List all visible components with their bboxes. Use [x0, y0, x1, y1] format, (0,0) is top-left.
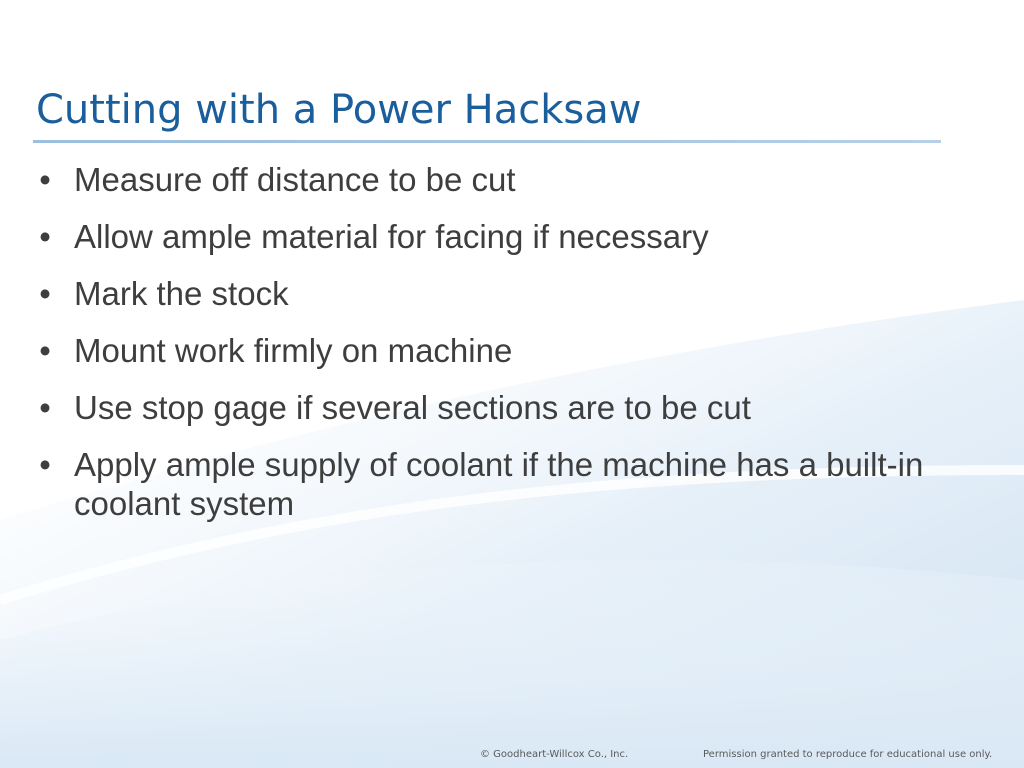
bullet-icon: •: [39, 275, 51, 312]
bullet-text: Apply ample supply of coolant if the machine has a built-in coolant system: [74, 446, 924, 522]
bullet-text: Mount work firmly on machine: [74, 332, 513, 369]
title-underline: [33, 140, 941, 143]
bullet-item: [30, 331, 990, 370]
slide-title: Cutting with a Power Hacksaw: [36, 87, 642, 133]
bullet-text: Use stop gage if several sections are to be cut: [74, 389, 751, 426]
bullet-text: Mark the stock: [74, 275, 289, 312]
footer-copyright: © Goodheart-Willcox Co., Inc.: [480, 749, 629, 760]
bullet-item: [30, 217, 990, 256]
bullet-icon: •: [39, 161, 51, 198]
bullet-item: [30, 445, 990, 523]
bullet-icon: •: [39, 389, 51, 426]
bullet-item: [30, 388, 990, 427]
bullet-text: Measure off distance to be cut: [74, 161, 516, 198]
bullet-icon: •: [39, 218, 51, 255]
bullet-icon: •: [39, 446, 51, 483]
bullet-icon: •: [39, 332, 51, 369]
bullet-list: [30, 160, 990, 541]
bullet-item: [30, 274, 990, 313]
bullet-item: [30, 160, 990, 199]
footer-permission: Permission granted to reproduce for educational use only.: [703, 749, 993, 760]
bullet-text: Allow ample material for facing if necessary: [74, 218, 709, 255]
